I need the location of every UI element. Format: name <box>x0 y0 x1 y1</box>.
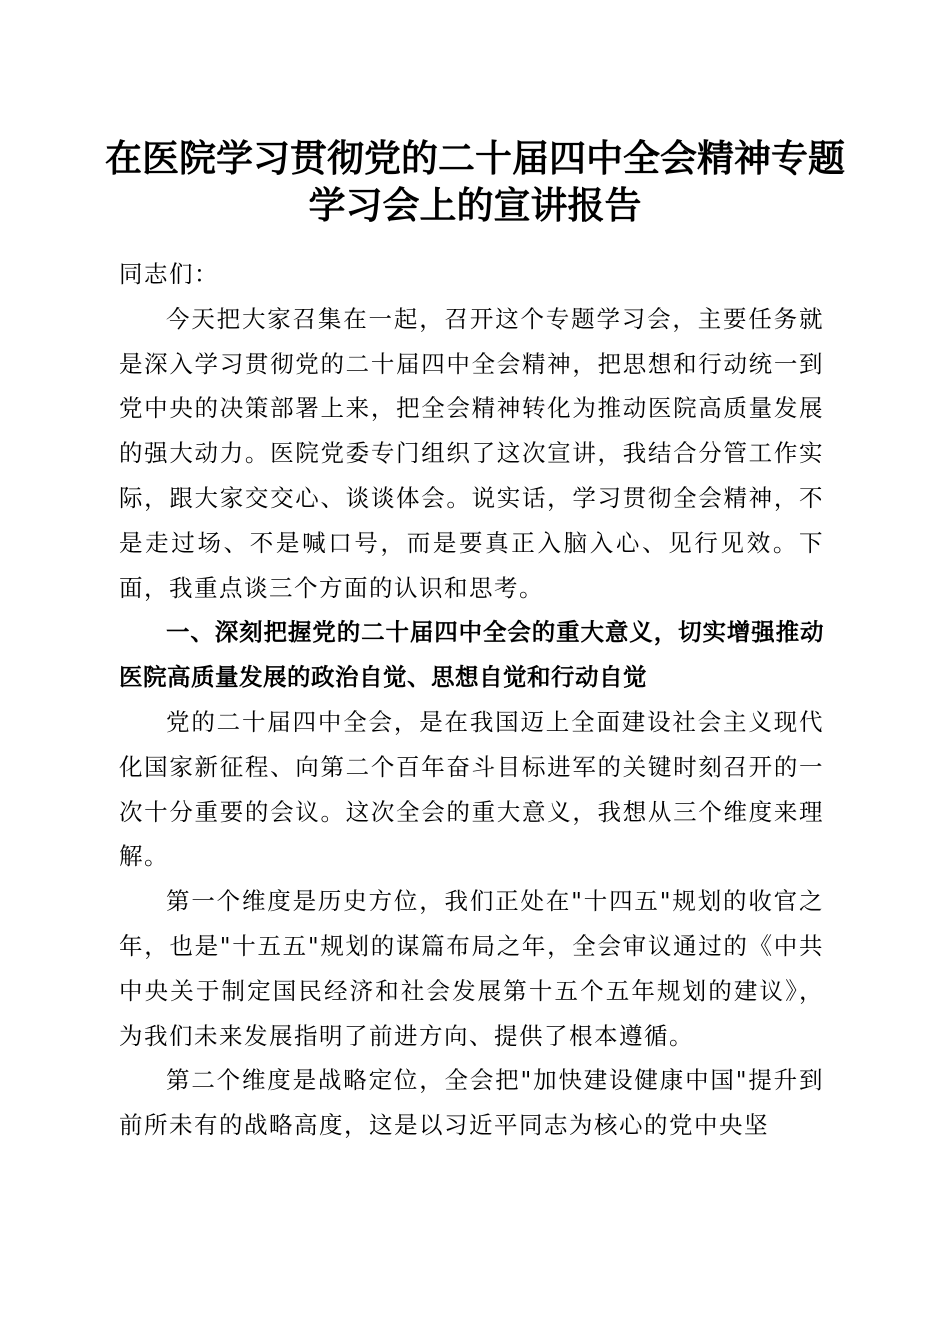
salutation: 同志们： <box>119 260 219 288</box>
document-body <box>119 252 824 1148</box>
paragraph-dimension-1: 第一个维度是历史方位，我们正处在"十四五"规划的收官之年，也是"十五五"规划的谋篇布局之年，全会审议通过的《中共中央关于制定国民经济和社会发展第十五个五年规划的建议》，为我们未来发展指明了前进方向、提供了根本遵循。 <box>119 887 824 1050</box>
section-heading-1: 一、深刻把握党的二十届四中全会的重大意义，切实增强推动医院高质量发展的政治自觉、思想自觉和行动自觉 <box>119 618 824 692</box>
paragraph-intro: 今天把大家召集在一起，召开这个专题学习会，主要任务就是深入学习贯彻党的二十届四中全会精神，把思想和行动统一到党中央的决策部署上来，把全会精神转化为推动医院高质量发展的强大动力。医院党委专门组织了这次宣讲，我结合分管工作实际，跟大家交交心、谈谈体会。说实话，学习贯彻全会精神，不是走过场、不是喊口号，而是要真正入脑入心、见行见效。下面，我重点谈三个方面的认识和思考。 <box>119 304 824 602</box>
paragraph-significance: 党的二十届四中全会，是在我国迈上全面建设社会主义现代化国家新征程、向第二个百年奋斗目标进军的关键时刻召开的一次十分重要的会议。这次全会的重大意义，我想从三个维度来理解。 <box>119 707 824 871</box>
title-line-1: 在医院学习贯彻党的二十届四中全会精神专题 <box>105 136 845 180</box>
paragraph-dimension-2: 第二个维度是战略定位，全会把"加快建设健康中国"提升到前所未有的战略高度，这是以习近平同志为核心的党中央坚 <box>119 1066 824 1140</box>
title-line-2: 学习会上的宣讲报告 <box>308 183 642 227</box>
document-title <box>100 135 850 229</box>
